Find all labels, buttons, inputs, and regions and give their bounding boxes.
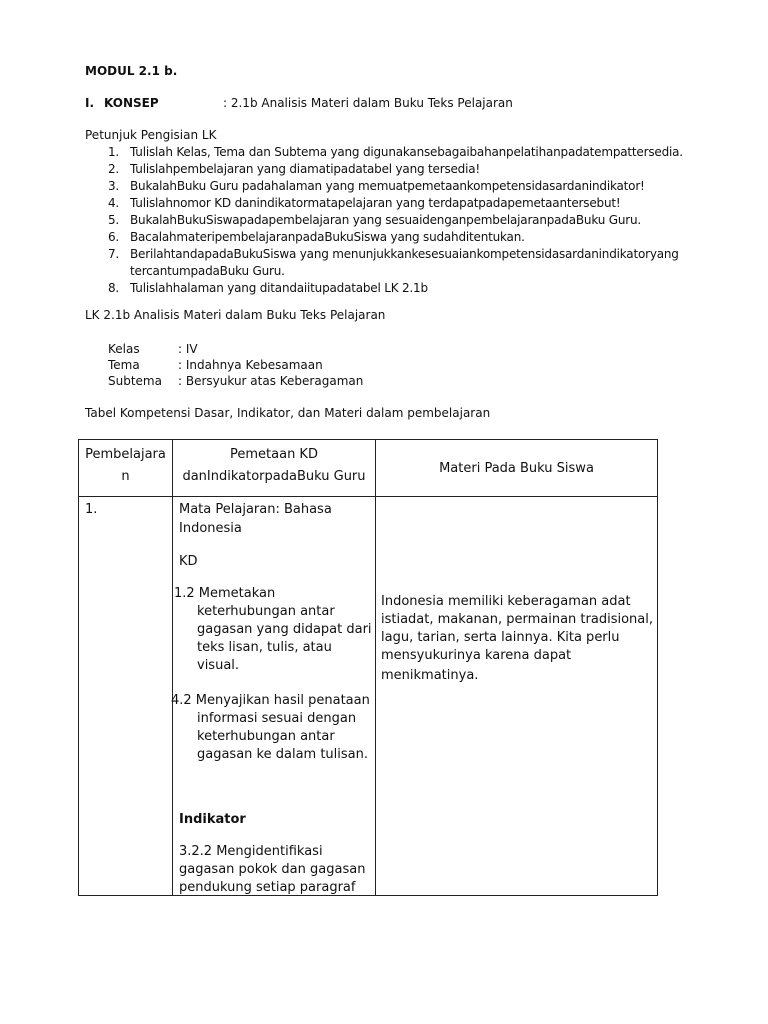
instructions-list <box>85 144 705 297</box>
info-kelas: Kelas : IV <box>108 342 198 356</box>
indikator-line: gagasan pokok dan gagasan <box>179 862 366 877</box>
instruction-item: 3. BukalahBuku Guru padahalaman yang memuatpemetaankompetensidasardanindikator! <box>108 179 645 193</box>
instruction-item: 2. Tulislahpembelajaran yang diamatipadatabel yang tersedia! <box>108 162 480 176</box>
instruction-item-continued: tercantumpadaBuku Guru. <box>130 264 285 278</box>
module-title: MODUL 2.1 b. <box>85 64 178 78</box>
instruction-item: 4. Tulislahnomor KD danindikatormatapelajaran yang terdapatpadapemetaantersebut! <box>108 196 621 210</box>
materi-line: mensyukurinya karena dapat <box>381 648 572 663</box>
indikator-line: pendukung setiap paragraf <box>179 880 356 895</box>
section-label: KONSEP <box>104 96 159 110</box>
info-subtema: Subtema : Bersyukur atas Keberagaman <box>108 374 364 388</box>
kd-1-line: 1.2 Memetakan <box>174 586 276 601</box>
mapel-line: Mata Pelajaran: Bahasa <box>179 502 332 517</box>
header-pemetaan-kd: Pemetaan KD danIndikatorpadaBuku Guru <box>173 440 376 497</box>
instruction-item: 1. Tulislah Kelas, Tema dan Subtema yang digunakansebagaibahanpelatihanpadatempattersedia. <box>108 145 683 159</box>
table-title: Tabel Kompetensi Dasar, Indikator, dan Materi dalam pembelajaran <box>85 406 491 420</box>
section-number: I. <box>85 96 95 110</box>
header-materi: Materi Pada Buku Siswa <box>376 440 658 497</box>
cell-row-number: 1. <box>79 497 173 896</box>
materi-line: lagu, tarian, serta lainnya. Kita perlu <box>381 630 620 645</box>
materi-line: menikmatinya. <box>381 668 479 683</box>
table-header-row <box>79 440 658 497</box>
instruction-item: 7. BerilahtandapadaBukuSiswa yang menunjukkankesesuaiankompetensidasardanindikatoryang <box>108 247 679 261</box>
kd-2-line: informasi sesuai dengan <box>197 711 357 726</box>
table-row <box>79 497 658 896</box>
instruction-item: 6. BacalahmateripembelajaranpadaBukuSiswa yang sudahditentukan. <box>108 230 525 244</box>
kd-2-line: 4.2 Menyajikan hasil penataan <box>171 693 370 708</box>
section-value: : 2.1b Analisis Materi dalam Buku Teks Pelajaran <box>223 96 513 110</box>
instruction-item: 8. Tulislahhalaman yang ditandaiitupadatabel LK 2.1b <box>108 281 428 295</box>
cell-materi <box>376 497 658 896</box>
cell-pemetaan <box>173 497 376 896</box>
info-tema: Tema : Indahnya Kebesamaan <box>108 358 323 372</box>
kd-1-line: teks lisan, tulis, atau <box>197 640 332 655</box>
materi-line: istiadat, makanan, permainan tradisional, <box>381 612 653 627</box>
mapel-line: Indonesia <box>179 521 242 536</box>
materi-line: Indonesia memiliki keberagaman adat <box>381 594 631 609</box>
header-pembelajaran: Pembelajara n <box>79 440 173 497</box>
kd-1-line: visual. <box>197 658 240 673</box>
kd-1-line: gagasan yang didapat dari <box>197 622 372 637</box>
kd-label: KD <box>179 554 198 569</box>
lk-title: LK 2.1b Analisis Materi dalam Buku Teks Pelajaran <box>85 308 386 322</box>
indikator-label: Indikator <box>179 812 246 827</box>
indikator-line: 3.2.2 Mengidentifikasi <box>179 844 323 859</box>
kd-table <box>78 439 658 896</box>
kd-2-line: gagasan ke dalam tulisan. <box>197 747 369 762</box>
kd-2-line: keterhubungan antar <box>197 729 335 744</box>
kd-1-line: keterhubungan antar <box>197 604 335 619</box>
instruction-item: 5. BukalahBukuSiswapadapembelajaran yang sesuaidenganpembelajaranpadaBuku Guru. <box>108 213 641 227</box>
instructions-title: Petunjuk Pengisian LK <box>85 128 217 142</box>
